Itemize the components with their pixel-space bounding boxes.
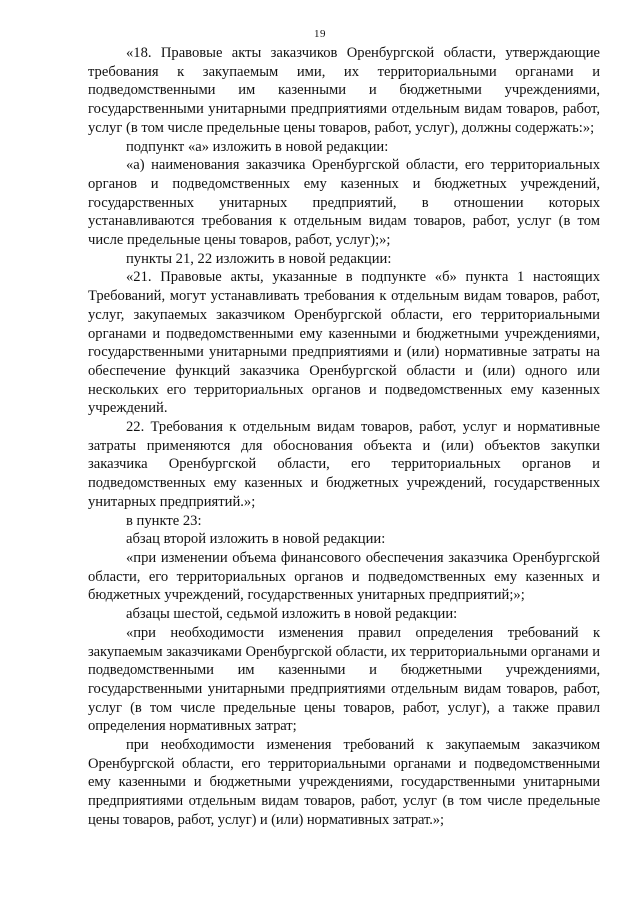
- paragraph-points-21-22-intro: пункты 21, 22 изложить в новой редакции:: [126, 250, 392, 267]
- page-number: 19: [314, 28, 326, 40]
- paragraph-sixth-seventh-intro: абзацы шестой, седьмой изложить в новой редакции:: [126, 606, 458, 623]
- paragraph-subpoint-a-intro: подпункт «а» изложить в новой редакции:: [126, 138, 389, 155]
- paragraph-point-23-intro: в пункте 23:: [126, 512, 202, 529]
- paragraph-seventh-abzac: при необходимости изменения требований к закупаемым заказчиком Оренбургской области, его территориальными органами и подведомственными ему казенными и бюджетными учреждениями, государственными унитарными предприятиями отдельным видам товаров, работ, услуг (в том числе предельные цены товаров, работ, услуг) и (или) нормативных затрат.»;: [88, 737, 600, 828]
- paragraph-subpoint-a: «а) наименования заказчика Оренбургской области, его территориальных органов и подведомственных ему казенных и бюджетных учреждений, государственных унитарных предприятий, в отношении которых устанавливаются требования к отдельным видам товаров, работ, услуг (в том числе предельные цены товаров, работ, услуг);»;: [88, 157, 600, 249]
- paragraph-point-18: «18. Правовые акты заказчиков Оренбургской области, утверждающие требования к закупаемым ими, их территориальными органами и подведомственными им казенными и бюджетными учреждениями, государственными унитарными предприятиями отдельным видам товаров, работ, услуг (в том числе предельные цены товаров, работ, услуг), должны содержать:»;: [88, 45, 600, 136]
- paragraph-point-22: 22. Требования к отдельным видам товаров, работ, услуг и нормативные затраты применяются для обоснования объекта и (или) объектов закупки заказчика Оренбургской области, его территориальных органов и подведомственных ему казенных и бюджетных учреждений, государственных унитарных предприятий.»;: [88, 419, 600, 510]
- paragraph-point-21: «21. Правовые акты, указанные в подпункте «б» пункта 1 настоящих Требований, могут устанавливать требования к отдельным видам товаров, работ, услуг, закупаемых заказчиком Оренбургской области, его территориальными органами и подведомственными ему казенными и бюджетными учреждениями, государственными унитарными предприятиями и (или) нормативные затраты на обеспечение функций заказчика Оренбургской области и (или) одного или нескольких его территориальных органов и подведомственных ему казенных учреждений.: [88, 269, 600, 417]
- paragraph-second-abzac: «при изменении объема финансового обеспечения заказчика Оренбургской области, его территориальных органов и подведомственных ему казенных и бюджетных учреждений, государственных унитарных предприятий;»;: [88, 549, 600, 604]
- document-body: [88, 44, 600, 830]
- paragraph-second-abzac-intro: абзац второй изложить в новой редакции:: [126, 531, 386, 548]
- paragraph-sixth-abzac: «при необходимости изменения правил определения требований к закупаемым заказчиками Оренбургской области, их территориальными органами и подведомственными им казенными и бюджетными учреждениями, государственными унитарными предприятиями отдельным видам товаров, работ, услуг (в том числе предельные цены товаров, работ, услуг), а также правил определения нормативных затрат;: [88, 624, 600, 735]
